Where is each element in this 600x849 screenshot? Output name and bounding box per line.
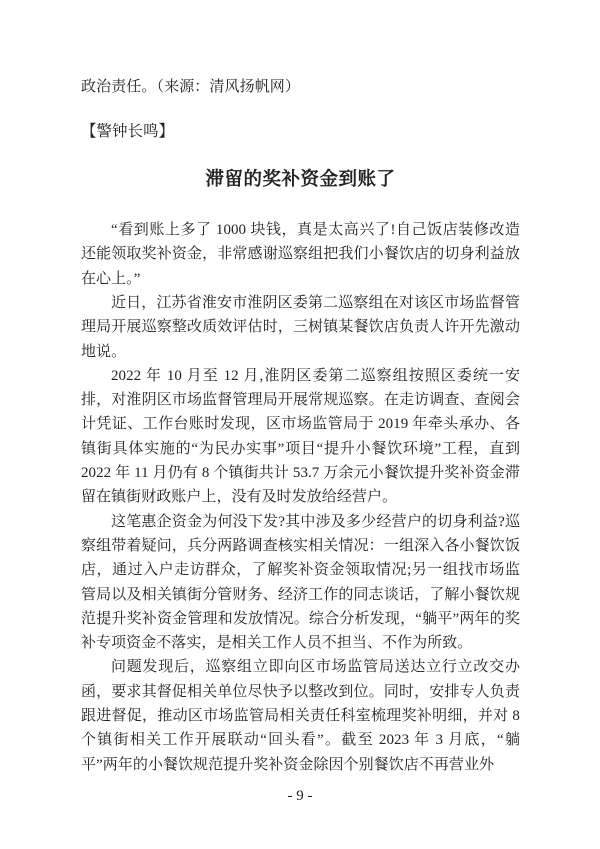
page-number: - 9 - <box>287 788 313 804</box>
body-paragraph: “看到账上多了 1000 块钱，真是太高兴了!自己饭店装修改造还能领取奖补资金，非常感谢巡察组把我们小餐饮店的切身利益放在心上。” <box>81 222 520 287</box>
article-title: 滞留的奖补资金到账了 <box>205 170 396 191</box>
body-paragraph: 2022 年 10 月至 12 月,淮阴区委第二巡察组按照区委统一安排，对淮阴区市场监督管理局开展常规巡察。在走访调查、查阅会计凭证、工作台账时发现，区市场监管局于 2019 年牵头承办、各镇街具体实施的“为民办实事”项目“提升小餐饮环境”工程，直到 2022 年 11 月仍有 8 个镇街共计 53.7 万余元小餐饮提升奖补资金滞留在镇街财政账户上，没有及时发放给经营户。 <box>81 367 520 506</box>
page-content <box>81 0 520 777</box>
body-paragraph: 问题发现后，巡察组立即向区市场监管局送达立行立改交办函，要求其督促相关单位尽快予以整改到位。同时，安排专人负责跟进督促，推动区市场监管局相关责任科室梳理奖补明细，并对 8 个镇街相关工作开展联动“回头看”。截至 2023 年 3 月底，“躺平”两年的小餐饮规范提升奖补资金除因个别餐饮店不再营业外 <box>81 659 520 773</box>
article-body <box>81 218 520 777</box>
section-label: 【警钟长鸣】 <box>81 122 175 140</box>
body-paragraph: 这笔惠企资金为何没下发?其中涉及多少经营户的切身利益?巡察组带着疑问，兵分两路调查核实相关情况：一组深入各小餐饮饭店，通过入户走访群众，了解奖补资金领取情况;另一组找市场监管局以及相关镇街分管财务、经济工作的同志谈话，了解小餐饮规范提升奖补资金管理和发放情况。综合分析发现，“躺平”两年的奖补专项资金不落实，是相关工作人员不担当、不作为所致。 <box>81 513 520 652</box>
body-paragraph: 近日，江苏省淮安市淮阴区委第二巡察组在对该区市场监督管理局开展巡察整改质效评估时，三树镇某餐饮店负责人许开先激动地说。 <box>81 294 520 360</box>
continuation-paragraph: 政治责任。（来源：清风扬帆网） <box>81 79 301 95</box>
